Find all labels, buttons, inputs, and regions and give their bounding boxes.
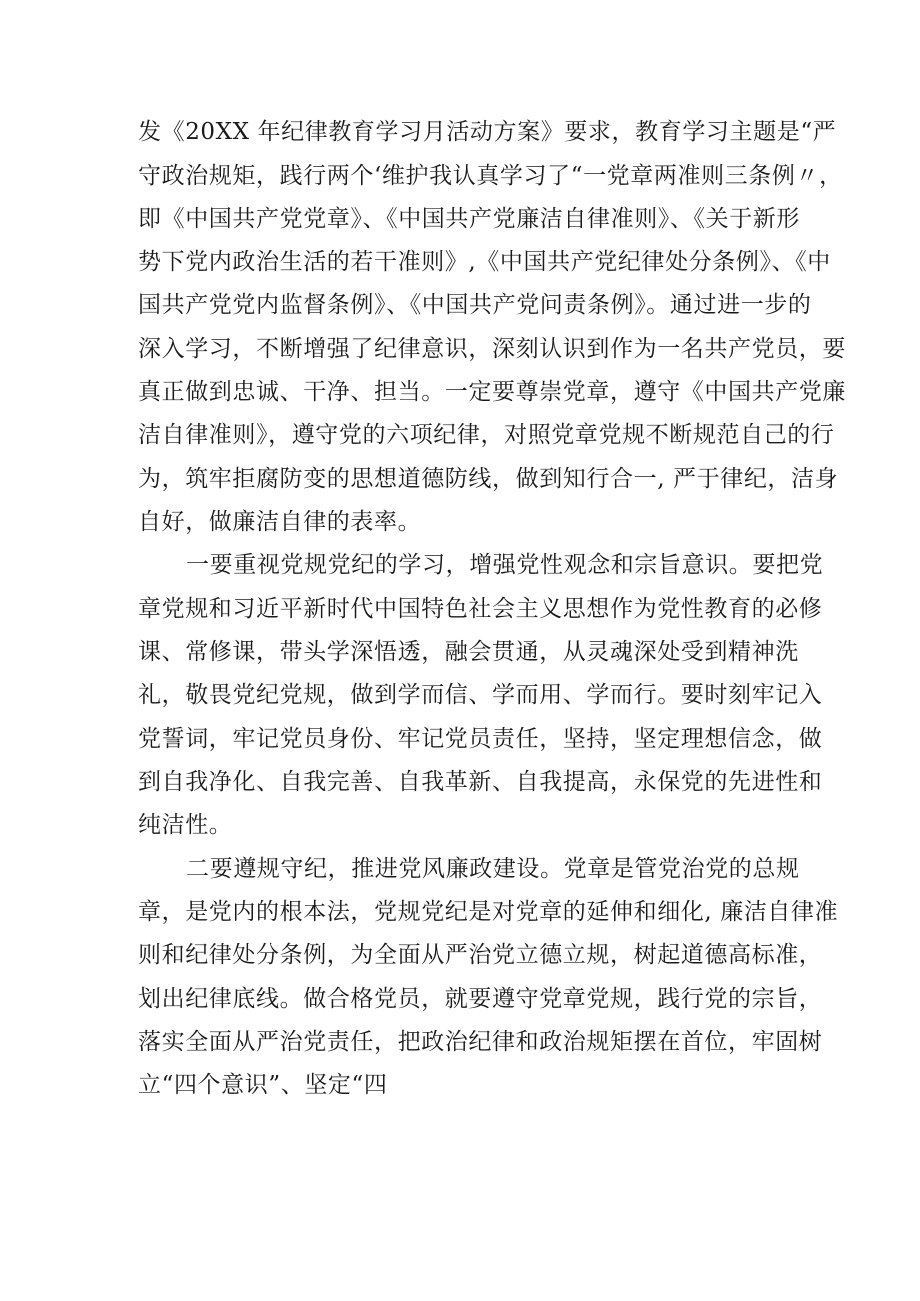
paragraph-3-line-3: 则和纪律处分条例，为全面从严治党立德立规，树起道德高标准， [138, 942, 823, 968]
paragraph-2-line-7: 纯洁性。 [138, 812, 233, 838]
paragraph-2-line-3: 课、常修课，带头学深悟透，融会贯通，从灵魂深处受到精神洗 [138, 639, 799, 665]
paragraph-3-line-6: 立“四个意识”、坚定“四 [138, 1072, 388, 1098]
paragraph-1-line-7: 真正做到忠诚、干净、担当。一定要尊崇党章，遵守《中国共产党廉 [138, 379, 846, 405]
paragraph-2-line-2: 章党规和习近平新时代中国特色社会主义思想作为党性教育的必修 [138, 596, 823, 622]
paragraph-1-line-6: 深入学习，不断增强了纪律意识，深刻认识到作为一名共产党员，要 [138, 336, 846, 362]
paragraph-1-line-8: 洁自律准则》，遵守党的六项纪律，对照党章党规不断规范自己的行 [138, 422, 835, 448]
paragraph-1-line-5: 国共产党党内监督条例》、《中国共产党问责条例》。通过进一步的 [138, 292, 812, 318]
paragraph-3-line-4: 划出纪律底线。做合格党员，就要遵守党章党规，践行党的宗旨， [138, 986, 823, 1012]
paragraph-2-line-6: 到自我净化、自我完善、自我革新、自我提高，永保党的先进性和 [138, 769, 823, 795]
paragraph-1-line-1: 发《20XX 年纪律教育学习月活动方案》要求，教育学习主题是“严 [138, 119, 837, 145]
paragraph-1-line-10: 自好，做廉洁自律的表率。 [138, 509, 422, 535]
paragraph-3-line-1: 二要遵规守纪，推进党风廉政建设。党章是管党治党的总规 [186, 856, 800, 882]
paragraph-1-line-9: 为，筑牢拒腐防变的思想道德防线，做到知行合一, 严于律纪，洁身 [138, 466, 839, 492]
paragraph-1-line-2: 守政治规矩，践行两个‘维护我认真学习了“一党章两准则三条例〃， [138, 163, 843, 189]
paragraph-2-line-5: 党誓词，牢记党员身份、牢记党员责任，坚持，坚定理想信念，做 [138, 726, 823, 752]
paragraph-2-line-1: 一要重视党规党纪的学习，增强党性观念和宗旨意识。要把党 [186, 552, 824, 578]
paragraph-1-line-3: 即《中国共产党党章》、《中国共产党廉洁自律准则》、《关于新形 [138, 206, 800, 232]
paragraph-3-line-2: 章，是党内的根本法，党规党纪是对党章的延伸和细化, 廉洁自律准 [138, 899, 839, 925]
paragraph-1-line-4: 势下党内政治生活的若干准则》,《中国共产党纪律处分条例》、《中 [138, 249, 831, 275]
paragraph-3-line-5: 落实全面从严治党责任，把政治纪律和政治规矩摆在首位，牢固树 [138, 1029, 823, 1055]
paragraph-2-line-4: 礼，敬畏党纪党规，做到学而信、学而用、学而行。要时刻牢记入 [138, 682, 823, 708]
